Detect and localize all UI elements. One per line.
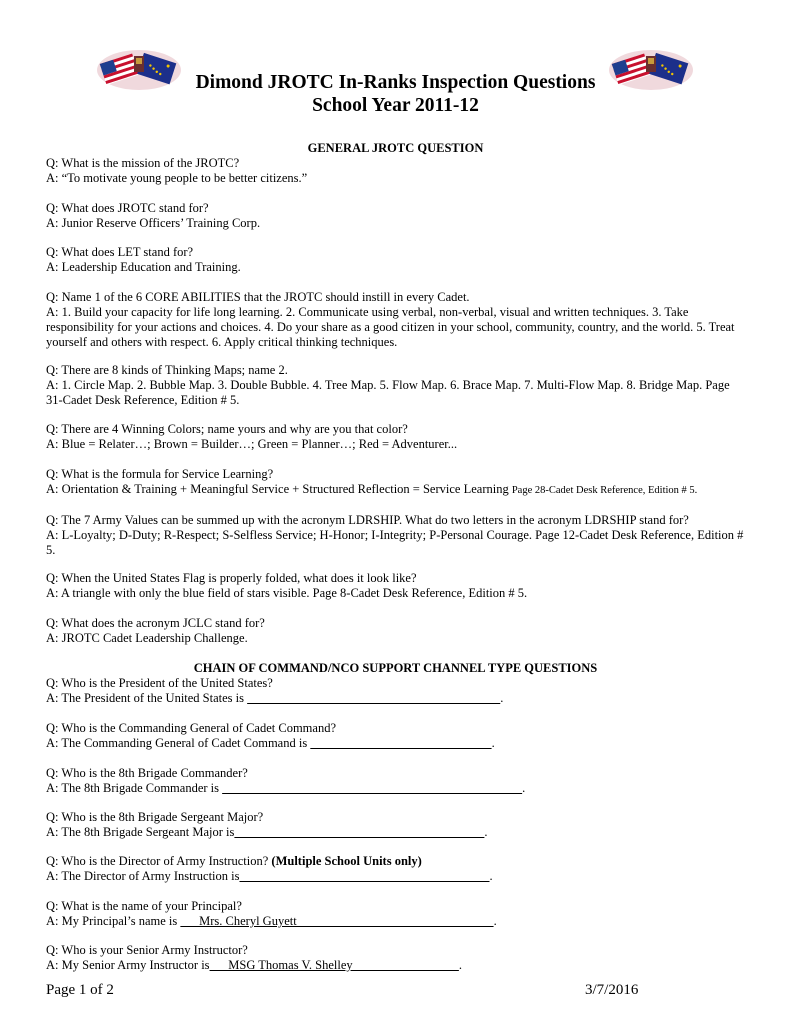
answer-end: .	[500, 691, 504, 705]
answer-text: A: Orientation & Training + Meaningful Service + Structured Reflection = Service Learning	[46, 482, 512, 496]
answer-blank	[310, 736, 491, 750]
qa-core-abilities	[46, 290, 746, 350]
qa-president	[46, 676, 746, 706]
qa-mission	[46, 156, 746, 186]
answer	[46, 736, 746, 751]
question: Q: Name 1 of the 6 CORE ABILITIES that the JROTC should instill in every Cadet.	[46, 290, 470, 304]
section-heading-general: GENERAL JROTC QUESTION	[307, 141, 484, 155]
question: Q: There are 4 Winning Colors; name yours and why are you that color?	[46, 422, 408, 436]
qa-winning-colors	[46, 422, 746, 452]
answer-end: .	[489, 869, 493, 883]
question: Q: Who is the 8th Brigade Commander?	[46, 766, 248, 780]
answer-end: .	[491, 736, 495, 750]
question-note: (Multiple School Units only)	[271, 854, 422, 868]
question: Q: Who is the President of the United States?	[46, 676, 273, 690]
answer: A: “To motivate young people to be better citizens.”	[46, 171, 308, 185]
qa-brigade-commander	[46, 766, 746, 796]
qa-jclc	[46, 616, 746, 646]
answer-blank: MSG Thomas V. Shelley	[209, 958, 459, 972]
answer	[46, 914, 746, 929]
question: Q: What is the formula for Service Learning?	[46, 467, 274, 481]
answer-text: A: The Director of Army Instruction is	[46, 869, 240, 883]
qa-flag-fold	[46, 571, 746, 601]
answer-blank	[234, 825, 484, 839]
answer-reference: Page 28-Cadet Desk Reference, Edition # 5.	[511, 485, 698, 496]
answer	[46, 781, 746, 796]
section-heading-chain-of-command: CHAIN OF COMMAND/NCO SUPPORT CHANNEL TYPE QUESTIONS	[193, 661, 598, 675]
answer: A: Leadership Education and Training.	[46, 260, 241, 274]
answer-blank	[247, 691, 500, 705]
answer: A: 1. Build your capacity for life long learning. 2. Communicate using verbal, non-verbal, visual and written techniques. 3. Take responsibility for your actions and choices. 4. Do your share as a good citizen in your school, community, country, and the world. 5. Treat yourself and others with respect. 6. Apply critical thinking techniques.	[46, 305, 735, 349]
question: Q: What does JROTC stand for?	[46, 201, 209, 215]
question: Q: What is the mission of the JROTC?	[46, 156, 240, 170]
answer-end: .	[493, 914, 497, 928]
answer-end: .	[484, 825, 488, 839]
qa-director-army-instruction	[46, 854, 746, 884]
question: Q: The 7 Army Values can be summed up with the acronym LDRSHIP. What do two letters in the acronym LDRSHIP stand for?	[46, 513, 689, 527]
qa-senior-army-instructor	[46, 943, 746, 973]
answer: A: Blue = Relater…; Brown = Builder…; Green = Planner…; Red = Adventurer...	[46, 437, 458, 451]
answer-text: A: My Principal’s name is	[46, 914, 181, 928]
question: Q: Who is the Commanding General of Cadet Command?	[46, 721, 336, 735]
document-title: Dimond JROTC In-Ranks Inspection Questions	[195, 72, 596, 93]
answer: A: 1. Circle Map. 2. Bubble Map. 3. Double Bubble. 4. Tree Map. 5. Flow Map. 6. Brace Map. 7. Multi-Flow Map. 8. Bridge Map. Page 31-Cadet Desk Reference, Edition # 5.	[46, 378, 730, 407]
answer	[46, 825, 746, 840]
answer	[46, 691, 746, 706]
qa-jrotc	[46, 201, 746, 231]
question: Q: What is the name of your Principal?	[46, 899, 242, 913]
answer: A: Junior Reserve Officers’ Training Corp.	[46, 216, 261, 230]
question: Q: Who is the 8th Brigade Sergeant Major?	[46, 810, 264, 824]
answer	[46, 958, 746, 973]
answer-blank: Mrs. Cheryl Guyett	[180, 914, 494, 928]
qa-thinking-maps	[46, 363, 746, 408]
answer	[46, 869, 746, 884]
answer-blank	[239, 869, 489, 883]
qa-principal	[46, 899, 746, 929]
page-number: Page 1 of 2	[46, 982, 114, 998]
answer: A: A triangle with only the blue field of stars visible. Page 8-Cadet Desk Reference, Edition # 5.	[46, 586, 528, 600]
answer-text: A: My Senior Army Instructor is	[46, 958, 210, 972]
answer-blank	[222, 781, 522, 795]
qa-brigade-sergeant-major	[46, 810, 746, 840]
document-subtitle: School Year 2011-12	[312, 95, 479, 116]
answer-text: A: The 8th Brigade Commander is	[46, 781, 223, 795]
answer-end: .	[458, 958, 462, 972]
qa-let	[46, 245, 746, 275]
qa-army-values	[46, 513, 746, 558]
qa-commanding-general	[46, 721, 746, 751]
question: Q: There are 8 kinds of Thinking Maps; name 2.	[46, 363, 288, 377]
answer-text: A: The 8th Brigade Sergeant Major is	[46, 825, 235, 839]
question	[46, 854, 746, 869]
footer-date: 3/7/2016	[585, 982, 639, 998]
question-text: Q: Who is the Director of Army Instruction?	[46, 854, 272, 868]
answer-text: A: The Commanding General of Cadet Command is	[46, 736, 311, 750]
question: Q: What does the acronym JCLC stand for?	[46, 616, 265, 630]
qa-service-learning	[46, 467, 746, 498]
answer: A: L-Loyalty; D-Duty; R-Respect; S-Selfless Service; H-Honor; I-Integrity; P-Personal Courage. Page 12-Cadet Desk Reference, Edition # 5.	[46, 528, 744, 557]
answer-text: A: The President of the United States is	[46, 691, 248, 705]
question: Q: When the United States Flag is properly folded, what does it look like?	[46, 571, 417, 585]
answer: A: JROTC Cadet Leadership Challenge.	[46, 631, 248, 645]
answer	[46, 482, 746, 498]
question: Q: What does LET stand for?	[46, 245, 194, 259]
answer-end: .	[522, 781, 526, 795]
question: Q: Who is your Senior Army Instructor?	[46, 943, 248, 957]
